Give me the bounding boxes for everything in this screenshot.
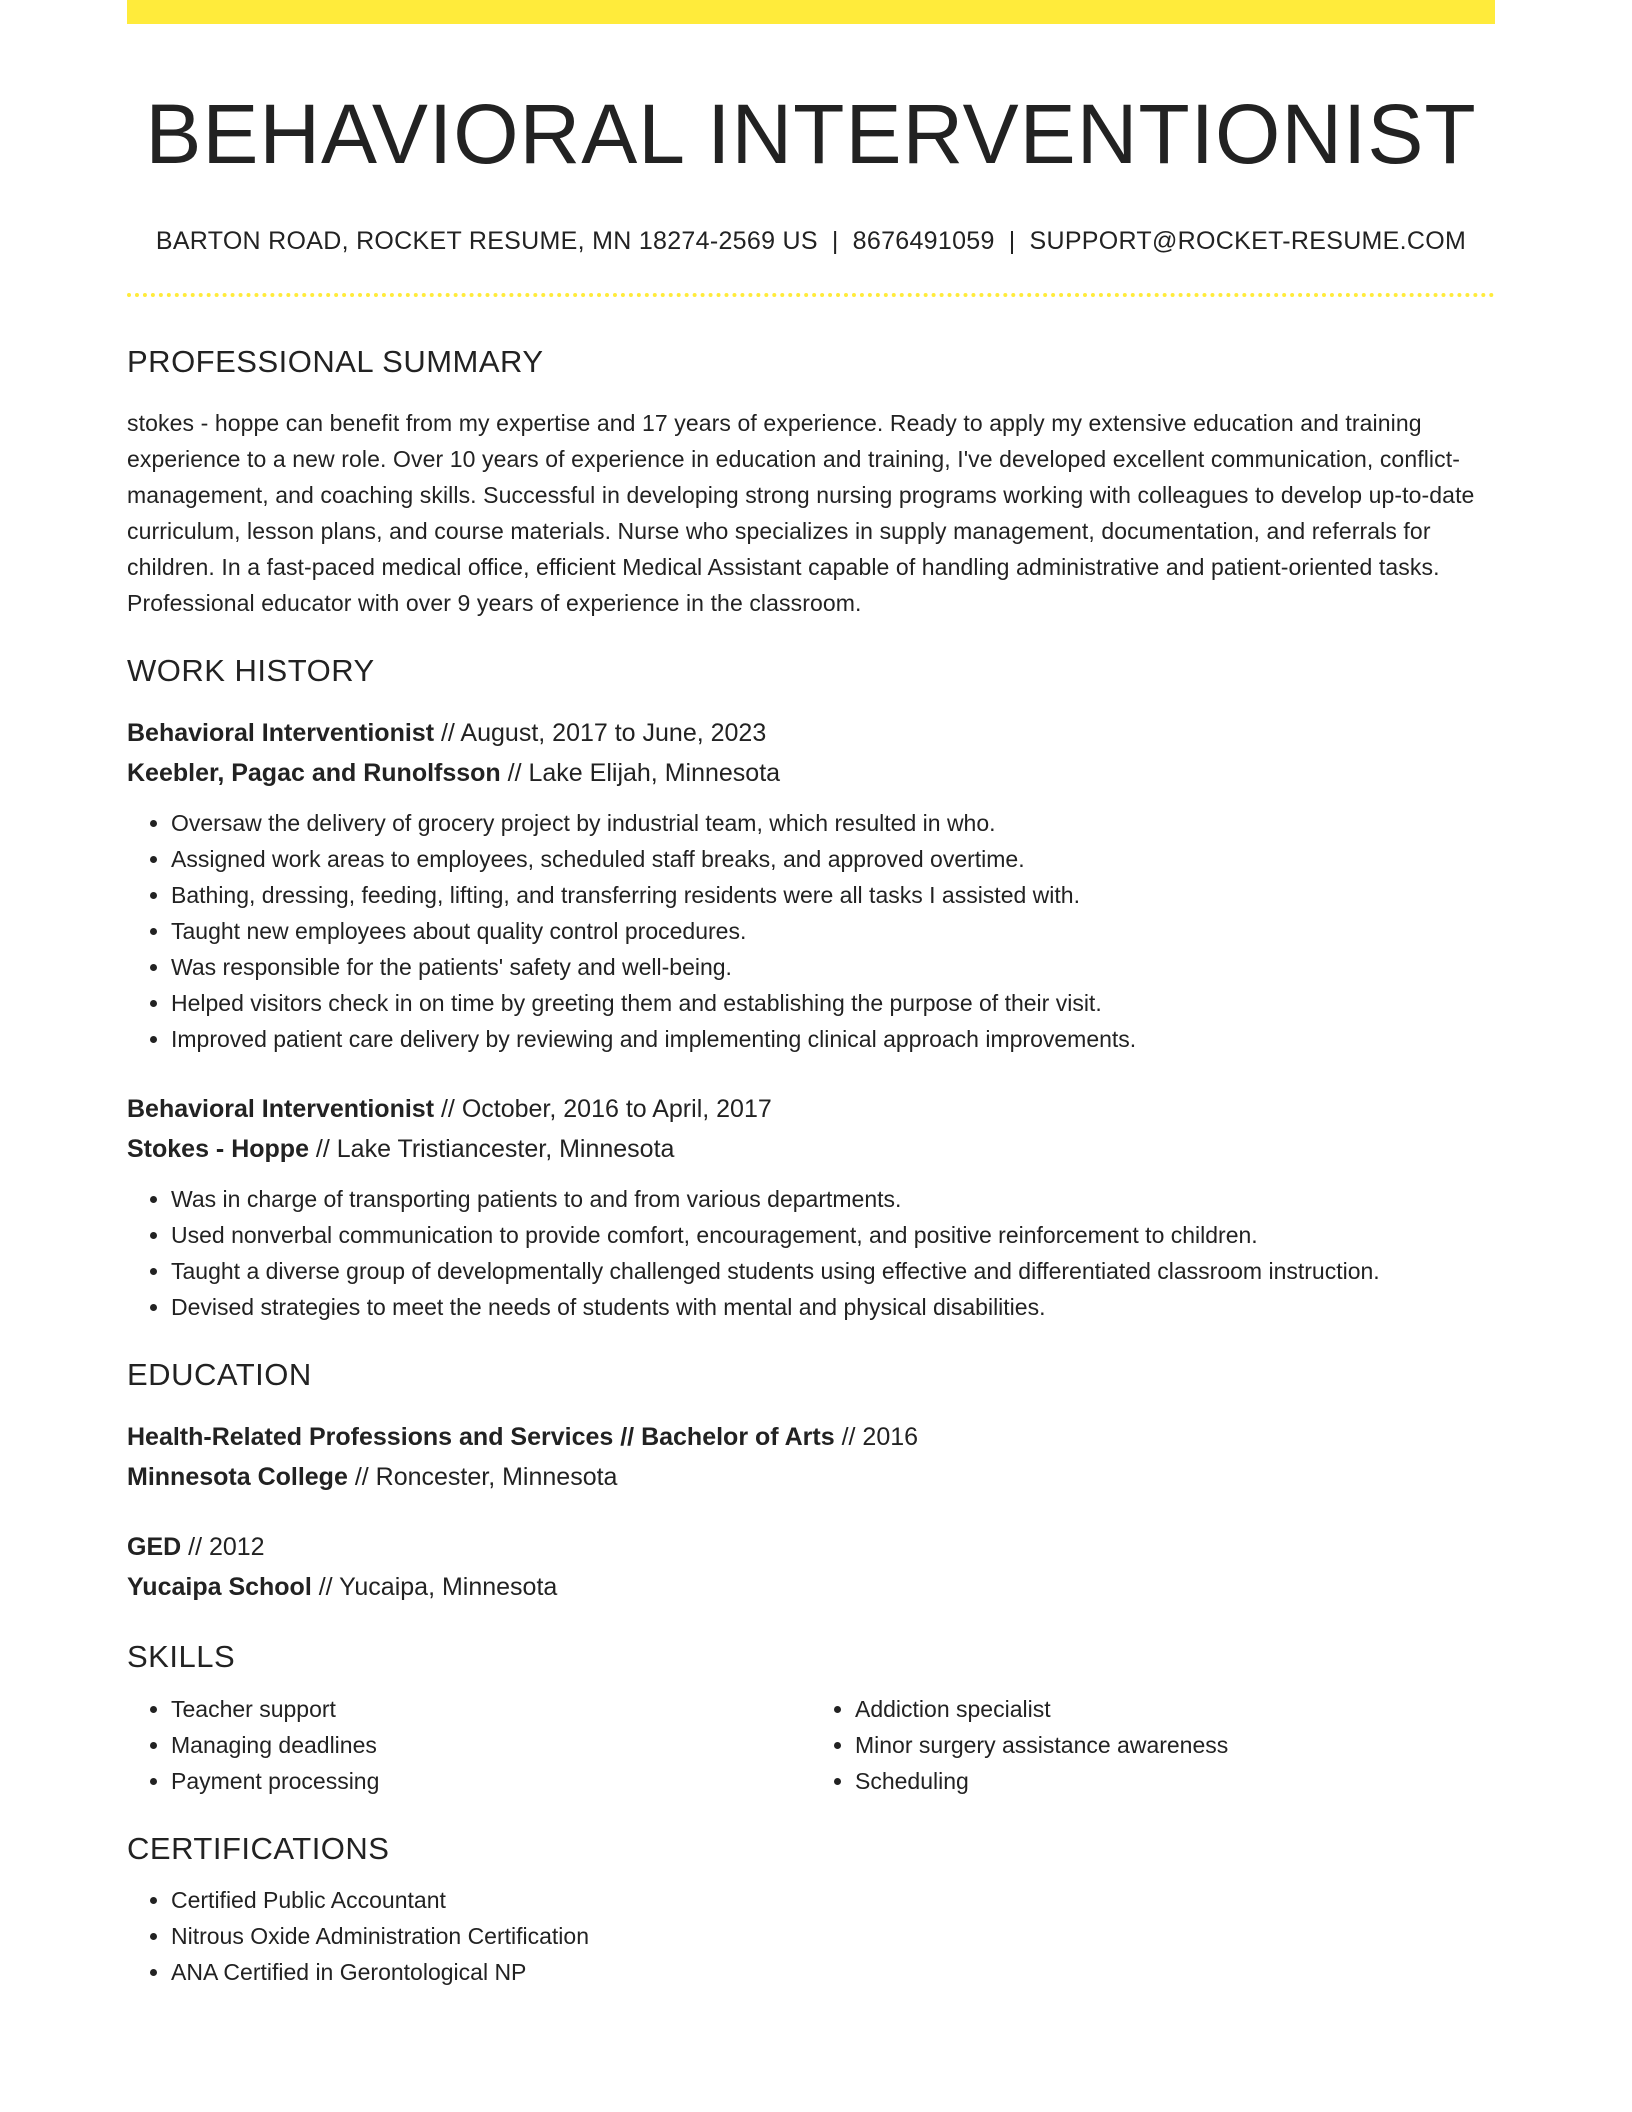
- education-degree-line: [127, 1527, 1495, 1567]
- job-role: Behavioral Interventionist: [127, 1094, 435, 1123]
- job-company: Keebler, Pagac and Runolfsson: [127, 758, 501, 787]
- resume-name: BEHAVIORAL INTERVENTIONIST: [145, 87, 1477, 181]
- job-company: Stokes - Hoppe: [127, 1134, 309, 1163]
- accent-top-bar: [127, 0, 1495, 24]
- contact-separator: |: [1008, 226, 1016, 255]
- education-location: // Roncester, Minnesota: [347, 1463, 618, 1492]
- resume-page: [127, 0, 1495, 1990]
- header-divider: [127, 293, 1495, 297]
- education-school-line: [127, 1457, 1495, 1497]
- job-location: // Lake Tristiancester, Minnesota: [308, 1134, 675, 1163]
- education-school: Minnesota College: [127, 1463, 348, 1492]
- skill-item: • Teacher support: [171, 1691, 811, 1727]
- list-item: • Oversaw the delivery of grocery project by industrial team, which resulted in who.: [171, 805, 1495, 841]
- job-bullets: [127, 1181, 1495, 1325]
- summary-title: PROFESSIONAL SUMMARY: [127, 344, 544, 380]
- certifications-list: [127, 1882, 1495, 1990]
- skills-section: [127, 1637, 1495, 1799]
- contact-email: SUPPORT@ROCKET-RESUME.COM: [1029, 226, 1467, 255]
- job-company-line: [127, 1129, 1495, 1169]
- list-item: • Was in charge of transporting patients to and from various departments.: [171, 1181, 1495, 1217]
- job-location: // Lake Elijah, Minnesota: [500, 758, 781, 787]
- list-item: • Assigned work areas to employees, scheduled staff breaks, and approved overtime.: [171, 841, 1495, 877]
- skill-item: • Addiction specialist: [855, 1691, 1495, 1727]
- education-year: // 2016: [834, 1423, 919, 1452]
- certifications-title: CERTIFICATIONS: [127, 1831, 390, 1867]
- certification-item: • ANA Certified in Gerontological NP: [171, 1954, 1495, 1990]
- skill-item: • Minor surgery assistance awareness: [855, 1727, 1495, 1763]
- summary-section: [127, 342, 1495, 620]
- education-title: EDUCATION: [127, 1356, 312, 1392]
- work-history-title: WORK HISTORY: [127, 652, 375, 688]
- list-item: • Was responsible for the patients' safety and well-being.: [171, 949, 1495, 985]
- job-title-line: [127, 713, 1495, 753]
- job-entry: [127, 1089, 1495, 1325]
- job-bullets: [127, 805, 1495, 1057]
- list-item: • Used nonverbal communication to provide comfort, encouragement, and positive reinforcement to children.: [171, 1217, 1495, 1253]
- education-year: // 2012: [181, 1533, 265, 1562]
- contact-separator: |: [831, 226, 839, 255]
- summary-text: stokes - hoppe can benefit from my expertise and 17 years of experience. Ready to apply my extensive education and training experience to a new role. Over 10 years of experience in education and training, I've developed excellent communication, conflict-management, and coaching skills. Successful in developing strong nursing programs working with colleagues to develop up-to-date curriculum, lesson plans, and course materials. Nurse who specializes in supply management, documentation, and referrals for children. In a fast-paced medical office, efficient Medical Assistant capable of handling administrative and patient-oriented tasks. Professional educator with over 9 years of experience in the classroom.: [127, 409, 1475, 616]
- education-degree-line: [127, 1417, 1495, 1457]
- education-section: [127, 1355, 1495, 1607]
- skills-left-column: [127, 1691, 811, 1799]
- education-entry: [127, 1417, 1495, 1497]
- contact-line: [127, 225, 1495, 258]
- skill-item: • Payment processing: [171, 1763, 811, 1799]
- education-entry: [127, 1527, 1495, 1607]
- contact-phone: 8676491059: [852, 226, 995, 255]
- education-degree: Health-Related Professions and Services // Bachelor of Arts: [127, 1423, 835, 1452]
- skills-right-column: [811, 1691, 1495, 1799]
- skills-grid: [127, 1691, 1495, 1799]
- list-item: • Devised strategies to meet the needs of students with mental and physical disabilities.: [171, 1289, 1495, 1325]
- certification-item: • Nitrous Oxide Administration Certification: [171, 1918, 1495, 1954]
- list-item: • Taught new employees about quality control procedures.: [171, 913, 1495, 949]
- skills-title: SKILLS: [127, 1639, 236, 1675]
- education-location: // Yucaipa, Minnesota: [311, 1573, 558, 1602]
- list-item: • Improved patient care delivery by reviewing and implementing clinical approach improvements.: [171, 1021, 1495, 1057]
- job-entry: [127, 713, 1495, 1057]
- job-role: Behavioral Interventionist: [127, 718, 435, 747]
- job-dates: // October, 2016 to April, 2017: [434, 1094, 772, 1123]
- work-history-section: [127, 651, 1495, 1325]
- list-item: • Bathing, dressing, feeding, lifting, and transferring residents were all tasks I assisted with.: [171, 877, 1495, 913]
- job-title-line: [127, 1089, 1495, 1129]
- skill-item: • Scheduling: [855, 1763, 1495, 1799]
- list-item: • Helped visitors check in on time by greeting them and establishing the purpose of their visit.: [171, 985, 1495, 1021]
- list-item: • Taught a diverse group of developmentally challenged students using effective and differentiated classroom instruction.: [171, 1253, 1495, 1289]
- education-school: Yucaipa School: [127, 1573, 312, 1602]
- certifications-section: [127, 1829, 1495, 1989]
- job-dates: // August, 2017 to June, 2023: [434, 718, 767, 747]
- skill-item: • Managing deadlines: [171, 1727, 811, 1763]
- certification-item: • Certified Public Accountant: [171, 1882, 1495, 1918]
- education-school-line: [127, 1567, 1495, 1607]
- job-company-line: [127, 753, 1495, 793]
- education-degree: GED: [127, 1533, 182, 1562]
- contact-address: BARTON ROAD, ROCKET RESUME, MN 18274-2569 US: [155, 226, 818, 255]
